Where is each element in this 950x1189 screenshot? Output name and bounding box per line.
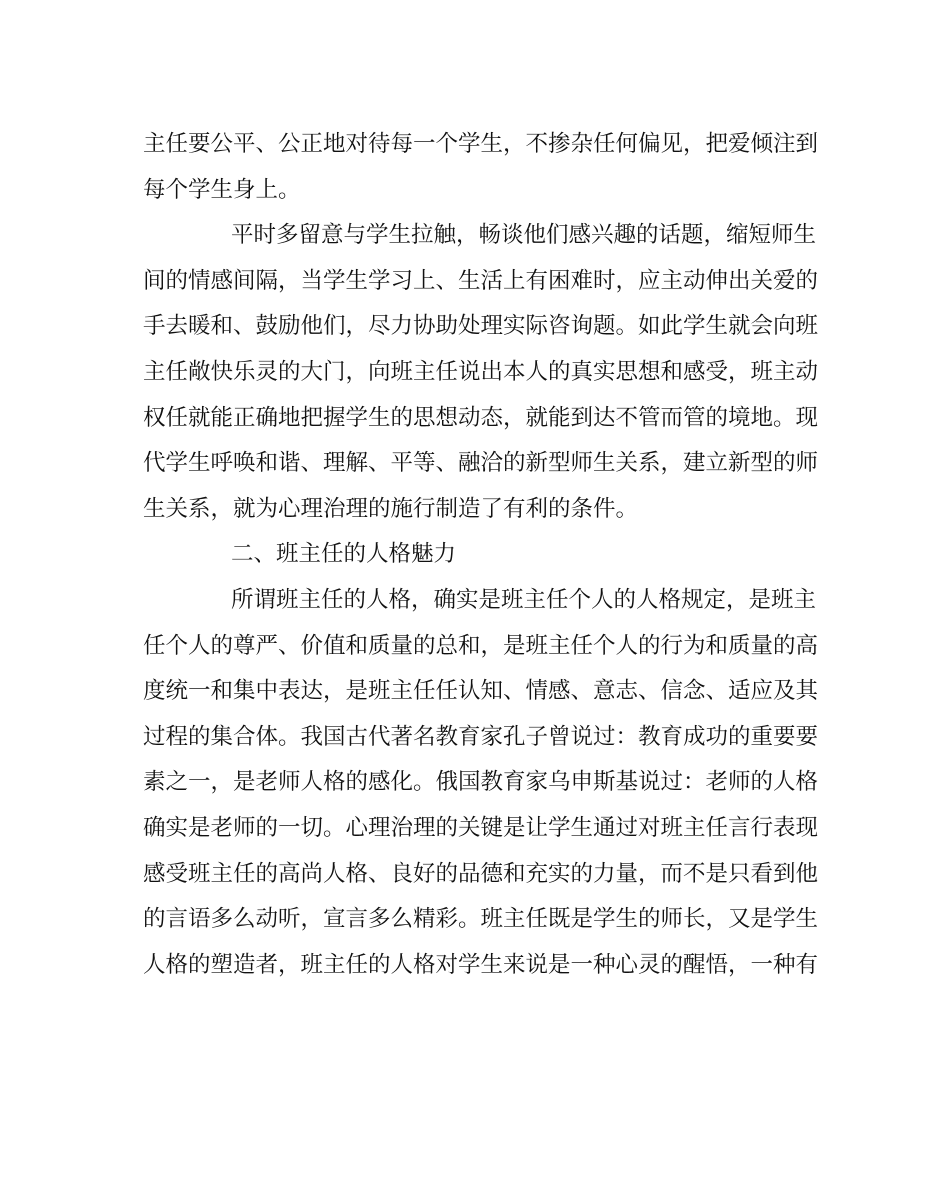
- text-line: 权任就能正确地把握学生的思想动态，就能到达不管而管的境地。现: [143, 404, 819, 431]
- text-line: 平时多留意与学生拉触，畅谈他们感兴趣的话题，缩短师生: [231, 222, 817, 249]
- text-line: 度统一和集中表达，是班主任任认知、情感、意志、信念、适应及其: [143, 678, 819, 705]
- text-line: 生关系，就为心理治理的施行制造了有利的条件。: [143, 495, 639, 522]
- text-line: 的言语多么动听，宣言多么精彩。班主任既是学生的师长，又是学生: [143, 906, 819, 933]
- document-body: [143, 122, 819, 988]
- text-line: 过程的集合体。我国古代著名教育家孔子曾说过：教育成功的重要要: [143, 723, 819, 750]
- text-line: 代学生呼唤和谐、理解、平等、融洽的新型师生关系，建立新型的师: [143, 450, 819, 477]
- text-line: 二、班主任的人格魅力: [231, 541, 457, 568]
- text-line: 主任要公平、公正地对待每一个学生，不掺杂任何偏见，把爱倾注到: [143, 131, 819, 157]
- text-line: 主任敞快乐灵的大门，向班主任说出本人的真实思想和感受，班主动: [143, 358, 819, 385]
- text-line: 间的情感间隔，当学生学习上、生活上有困难时，应主动伸出关爱的: [143, 267, 819, 294]
- text-line: 每个学生身上。: [143, 176, 301, 203]
- text-line: 素之一，是老师人格的感化。俄国教育家乌申斯基说过：老师的人格: [143, 769, 819, 796]
- text-line: 人格的塑造者，班主任的人格对学生来说是一种心灵的醒悟，一种有: [143, 951, 819, 978]
- text-line: 感受班主任的高尚人格、良好的品德和充实的力量，而不是只看到他: [143, 860, 819, 887]
- text-line: 所谓班主任的人格，确实是班主任个人的人格规定，是班主: [231, 586, 817, 613]
- text-line: 确实是老师的一切。心理治理的关键是让学生通过对班主任言行表现: [143, 814, 819, 841]
- text-line: 手去暖和、鼓励他们，尽力协助处理实际咨询题。如此学生就会向班: [143, 313, 819, 340]
- text-line: 任个人的尊严、价值和质量的总和，是班主任个人的行为和质量的高: [143, 632, 819, 659]
